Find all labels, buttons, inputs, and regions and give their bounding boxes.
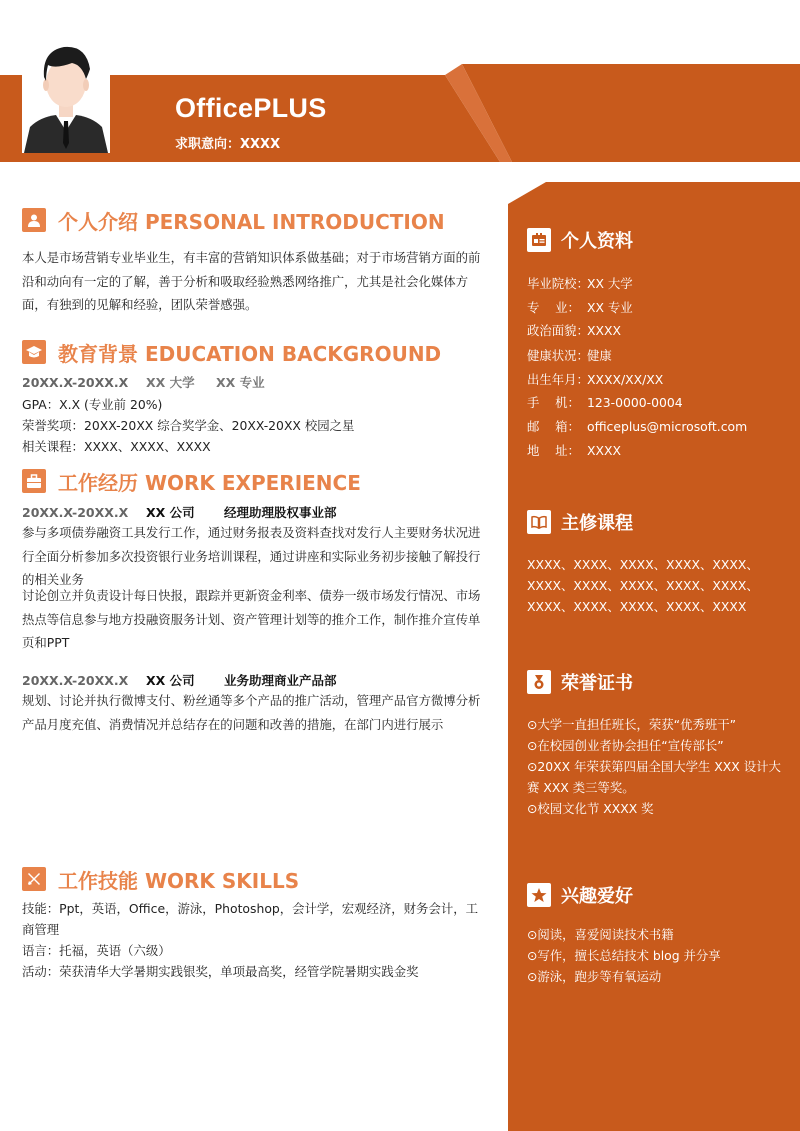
job-description: 讨论创立并负责设计每日快报，跟踪并更新资金利率、债券一级市场发行情况、市场热点等信息参与地方投融资服务计划、资产管理计划等的推介工作，制作推介宣传单页和PPT bbox=[22, 588, 481, 650]
education-major: XX 专业 bbox=[216, 375, 265, 390]
section-title-hobbies-text: 兴趣爱好 bbox=[561, 886, 633, 907]
profile-key: 地 址： bbox=[527, 443, 580, 458]
profile-key: 毕业院校： bbox=[527, 276, 589, 291]
star-icon bbox=[527, 883, 551, 907]
profile-value: officeplus@microsoft.com bbox=[587, 419, 748, 434]
certificate-item: ⊙大学一直担任班长，荣获“优秀班干” bbox=[527, 717, 737, 732]
hobby-item: ⊙游泳，跑步等有氧运动 bbox=[527, 969, 662, 984]
person-badge-icon bbox=[22, 208, 46, 232]
courses-list: XXXX、XXXX、XXXX、XXXX、XXXX、XXXX、XXXX、XXXX、XXXX、XXXX、XXXX、XXXX、XXXX、XXXX、XXXX bbox=[527, 557, 759, 614]
graduation-cap-icon bbox=[22, 340, 46, 364]
section-title-profile bbox=[527, 226, 633, 254]
profile-item bbox=[527, 370, 663, 388]
job-company: XX 公司 bbox=[146, 505, 195, 520]
intro-text: 本人是市场营销专业毕业生，有丰富的营销知识体系做基础；对于市场营销方面的前沿和动向有一定的了解，善于分析和吸取经验熟悉网络推广，尤其是社会化媒体方面，有独到的见解和经验，团队荣誉感强。 bbox=[22, 250, 481, 312]
section-title-certificates-text: 荣誉证书 bbox=[561, 673, 633, 694]
education-school: XX 大学 bbox=[146, 375, 195, 390]
profile-value: XXXX bbox=[587, 443, 621, 458]
id-card-icon bbox=[527, 228, 551, 252]
section-title-skills bbox=[22, 864, 299, 894]
profile-key: 出生年月： bbox=[527, 372, 589, 387]
profile-key: 邮 箱： bbox=[527, 419, 580, 434]
profile-key: 健康状况： bbox=[527, 348, 589, 363]
sidebar bbox=[508, 182, 800, 1131]
profile-value: XXXX bbox=[587, 323, 621, 338]
section-title-education bbox=[22, 337, 441, 367]
section-title-education-text: 教育背景 EDUCATION BACKGROUND bbox=[58, 341, 442, 366]
job-intent: 求职意向：XXXX bbox=[175, 137, 281, 152]
profile-item bbox=[527, 321, 621, 339]
medal-icon bbox=[527, 670, 551, 694]
profile-value: XXXX/XX/XX bbox=[587, 372, 664, 387]
job-description: 参与多项债券融资工具发行工作，通过财务报表及资料查找对发行人主要财务状况进行全面分析参加多次投资银行业务培训课程，通过讲座和实际业务初步接触了解投行的相关业务 bbox=[22, 525, 481, 587]
profile-item bbox=[527, 274, 633, 292]
education-courses: 相关课程：XXXX、XXXX、XXXX bbox=[22, 439, 211, 454]
profile-value: XX 大学 bbox=[587, 276, 633, 291]
education-honors: 荣誉奖项：20XX-20XX 综合奖学金、20XX-20XX 校园之星 bbox=[22, 418, 355, 433]
job-position: 经理助理股权事业部 bbox=[224, 505, 337, 520]
certificate-item: ⊙校园文化节 XXXX 奖 bbox=[527, 801, 654, 816]
job-company: XX 公司 bbox=[146, 673, 195, 688]
profile-value: 健康 bbox=[587, 348, 612, 363]
section-title-skills-text: 工作技能 WORK SKILLS bbox=[58, 868, 300, 893]
education-date: 20XX.X-20XX.X bbox=[22, 375, 129, 390]
section-title-courses bbox=[527, 508, 633, 536]
job-row bbox=[22, 503, 337, 523]
job-date: 20XX.X-20XX.X bbox=[22, 673, 129, 688]
profile-key: 政治面貌： bbox=[527, 323, 589, 338]
job-position: 业务助理商业产品部 bbox=[224, 673, 337, 688]
open-book-icon bbox=[527, 510, 551, 534]
section-title-courses-text: 主修课程 bbox=[561, 513, 633, 534]
education-gpa: GPA：X.X (专业前 20%) bbox=[22, 397, 163, 412]
section-title-intro bbox=[22, 205, 445, 235]
tools-icon bbox=[22, 867, 46, 891]
avatar bbox=[22, 35, 110, 153]
hobby-item: ⊙写作，擅长总结技术 blog 并分享 bbox=[527, 948, 721, 963]
section-title-profile-text: 个人资料 bbox=[561, 231, 633, 252]
profile-value: 123-0000-0004 bbox=[587, 395, 683, 410]
profile-key: 专 业： bbox=[527, 300, 580, 315]
profile-item bbox=[527, 298, 633, 316]
certificate-item: ⊙在校园创业者协会担任“宣传部长” bbox=[527, 738, 724, 753]
hobby-item: ⊙阅读，喜爱阅读技术书籍 bbox=[527, 927, 674, 942]
education-row bbox=[22, 373, 265, 393]
section-title-intro-text: 个人介绍 PERSONAL INTRODUCTION bbox=[58, 209, 445, 234]
section-title-certificates bbox=[527, 668, 633, 696]
section-title-work-text: 工作经历 WORK EXPERIENCE bbox=[58, 470, 361, 495]
job-row bbox=[22, 671, 337, 691]
section-title-hobbies bbox=[527, 881, 633, 909]
activity-line: 活动：荣获清华大学暑期实践银奖，单项最高奖，经管学院暑期实践金奖 bbox=[22, 964, 419, 979]
header-banner bbox=[0, 0, 800, 170]
language-line: 语言：托福，英语（六级） bbox=[22, 943, 171, 958]
profile-key: 手 机： bbox=[527, 395, 580, 410]
briefcase-icon bbox=[22, 469, 46, 493]
profile-item bbox=[527, 441, 621, 459]
candidate-name: OfficePLUS bbox=[175, 93, 327, 123]
profile-item bbox=[527, 417, 747, 435]
section-title-work bbox=[22, 466, 361, 496]
job-date: 20XX.X-20XX.X bbox=[22, 505, 129, 520]
profile-item bbox=[527, 346, 612, 364]
profile-value: XX 专业 bbox=[587, 300, 633, 315]
skills-line: 技能：Ppt，英语，Office，游泳，Photoshop，会计学，宏观经济，财务会计，工商管理 bbox=[22, 901, 479, 937]
certificate-item: ⊙20XX 年荣获第四届全国大学生 XXX 设计大赛 XXX 类三等奖。 bbox=[527, 759, 781, 795]
job-description: 规划、讨论并执行微博支付、粉丝通等多个产品的推广活动，管理产品官方微博分析产品月度充值、消费情况并总结存在的问题和改善的措施，在部门内进行展示 bbox=[22, 693, 481, 732]
profile-item bbox=[527, 393, 683, 411]
